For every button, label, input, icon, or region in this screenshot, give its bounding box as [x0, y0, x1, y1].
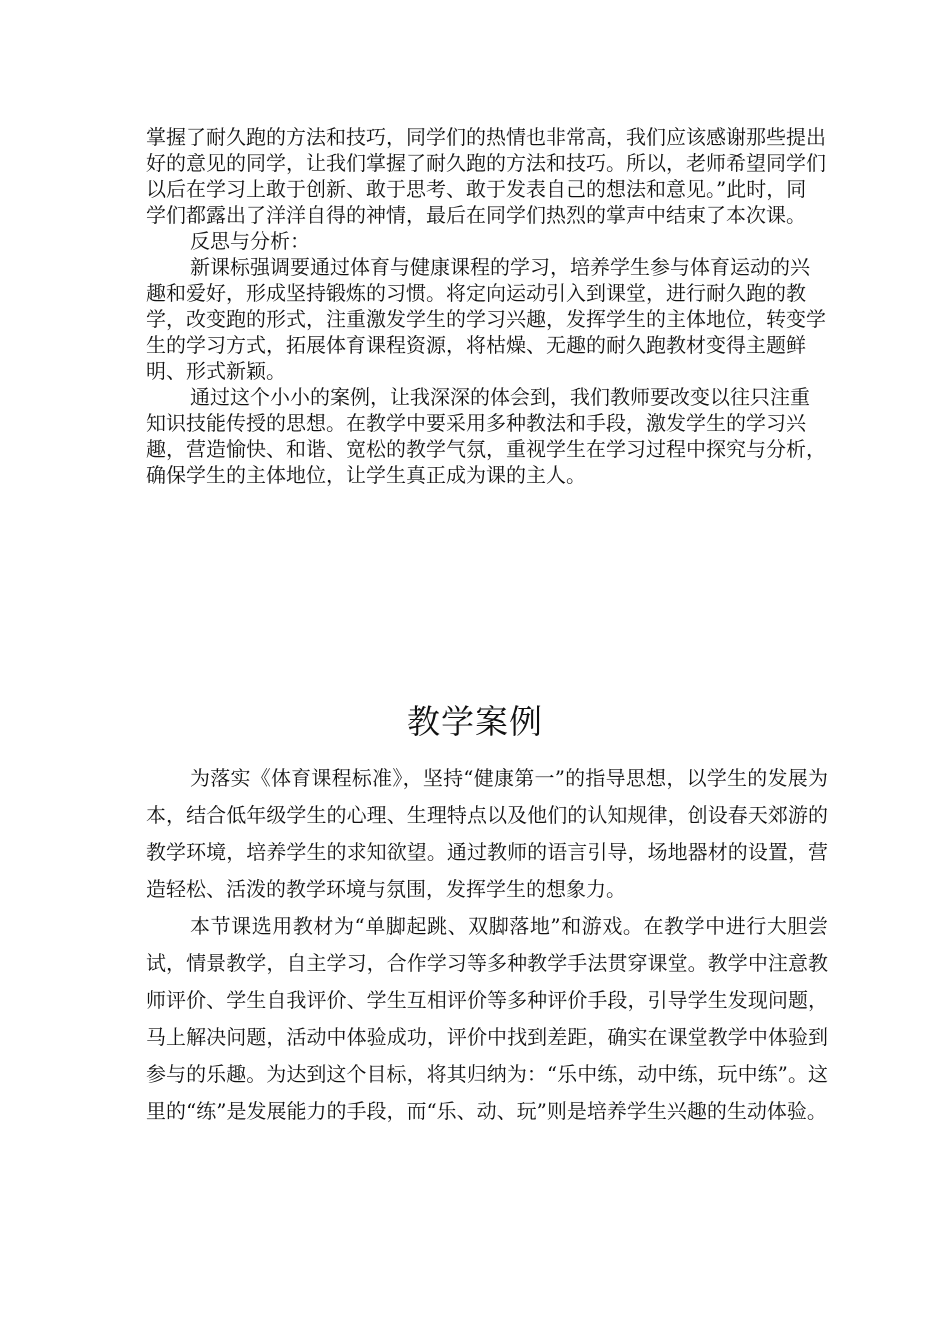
case-paragraph-2: 本节课选用教材为“单脚起跳、双脚落地”和游戏。在教学中进行大胆尝试，情景教学，自主学习，合作学习等多种教学手法贯穿课堂。教学中注意教师评价、学生自我评价、学生互相评价等多种评价手段，引导学生发现问题，马上解决问题，活动中体验成功，评价中找到差距，确实在课堂教学中体验到参与的乐趣。为达到这个目标，将其归纳为：“乐中练，动中练，玩中练”。这里的“练”是发展能力的手段，而“乐、动、玩”则是培养学生兴趣的生动体验。	[146, 914, 828, 1123]
page-title: 教学案例	[407, 702, 543, 741]
reflection-heading: 反思与分析：	[190, 229, 310, 253]
reflection-section	[146, 124, 826, 488]
reflection-paragraph-1: 新课标强调要通过体育与健康课程的学习，培养学生参与体育运动的兴趣和爱好，形成坚持锻炼的习惯。将定向运动引入到课堂，进行耐久跑的教学，改变跑的形式，注重激发学生的学习兴趣，发挥学生的主体地位，转变学生的学习方式，拓展体育课程资源，将枯燥、无趣的耐久跑教材变得主题鲜明、形式新颖。	[146, 255, 826, 383]
case-paragraph-1: 为落实《体育课程标准》，坚持“健康第一”的指导思想，以学生的发展为本，结合低年级学生的心理、生理特点以及他们的认知规律，创设春天郊游的教学环境，培养学生的求知欲望。通过教师的语言引导，场地器材的设置，营造轻松、活泼的教学环境与氛围，发挥学生的想象力。	[146, 766, 828, 901]
continuation-paragraph: 掌握了耐久跑的方法和技巧，同学们的热情也非常高，我们应该感谢那些提出好的意见的同学，让我们掌握了耐久跑的方法和技巧。所以，老师希望同学们以后在学习上敢于创新、敢于思考、敢于发表自己的想法和意见。”此时，同学们都露出了洋洋自得的神情，最后在同学们热烈的掌声中结束了本次课。	[146, 125, 826, 227]
reflection-paragraph-2: 通过这个小小的案例，让我深深的体会到，我们教师要改变以往只注重知识技能传授的思想。在教学中要采用多种教法和手段，激发学生的学习兴趣，营造愉快、和谐、宽松的教学气氛，重视学生在学习过程中探究与分析，确保学生的主体地位，让学生真正成为课的主人。	[146, 385, 826, 487]
teaching-case-section	[146, 760, 828, 1130]
